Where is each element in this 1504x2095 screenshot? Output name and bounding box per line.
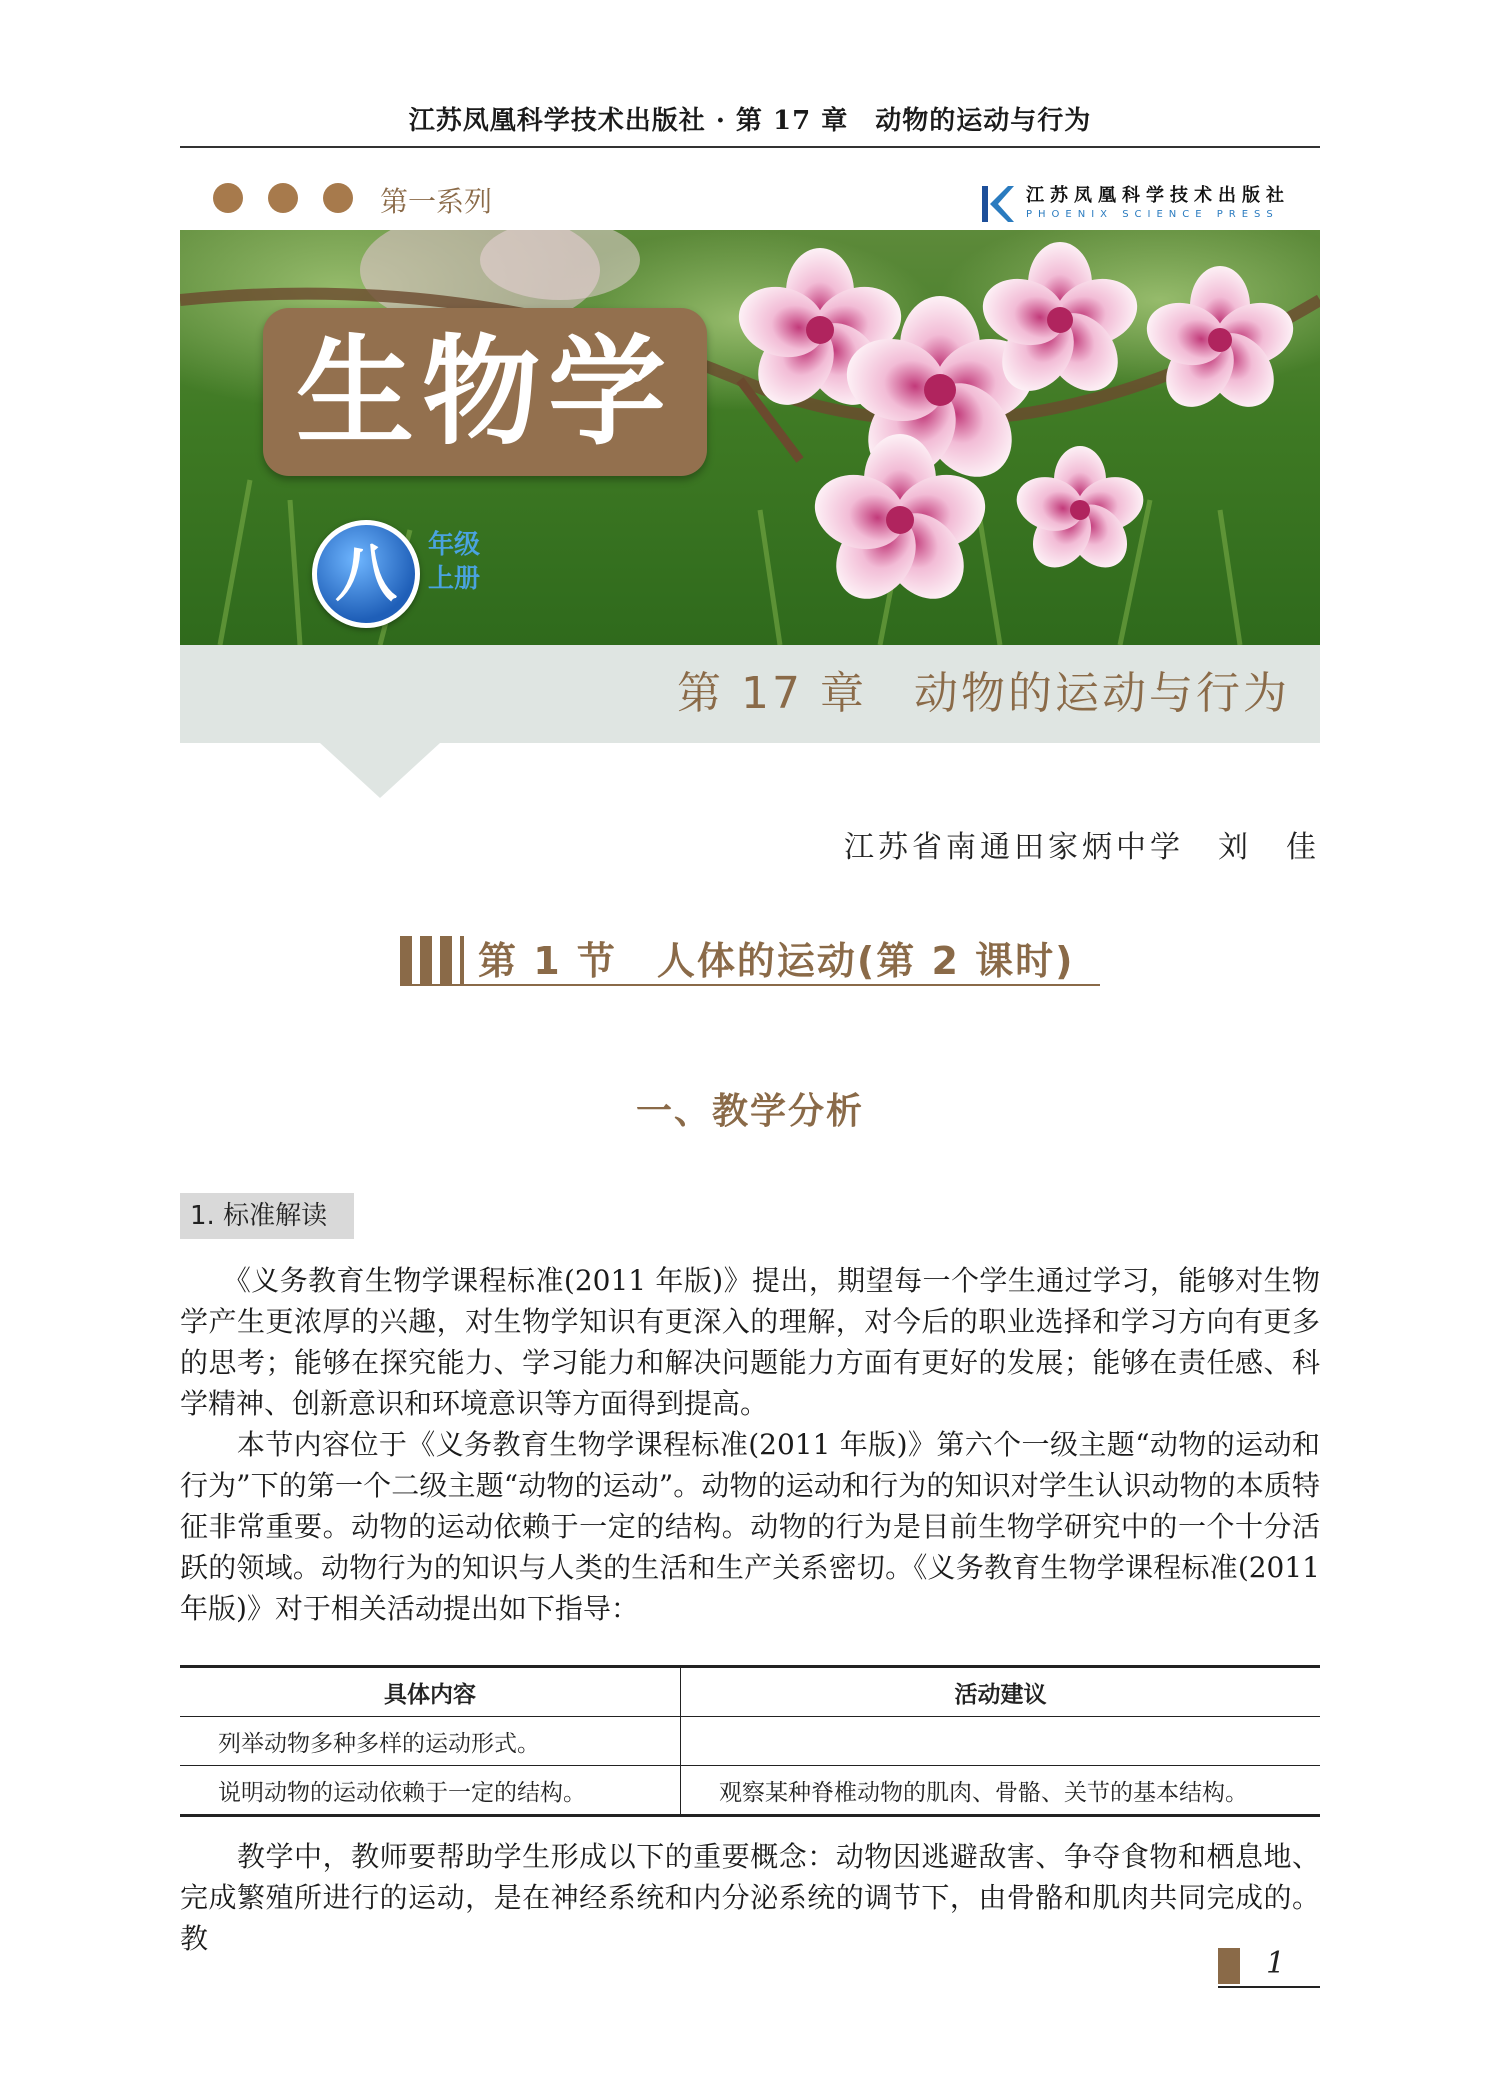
series-dot <box>323 183 353 213</box>
standards-table <box>180 1665 1320 1817</box>
grade-character: 八 <box>334 537 397 610</box>
publisher-name: 江苏凤凰科学技术出版社 <box>1026 185 1290 206</box>
table-row <box>180 1766 1320 1816</box>
header-rule <box>180 146 1320 148</box>
author-line: 江苏省南通田家炳中学 刘 佳 <box>844 830 1320 865</box>
section-underline <box>400 984 1100 986</box>
page-number-marker <box>1218 1948 1240 1984</box>
volume-label: 上册 <box>428 564 481 594</box>
page-number: 1 <box>1266 1946 1286 1981</box>
table-row <box>180 1717 1320 1766</box>
paragraph: 教学中，教师要帮助学生形成以下的重要概念：动物因逃避敌害、争夺食物和栖息地、完成繁殖所进行的运动，是在神经系统和内分泌系统的调节下，由骨骼和肌肉共同完成的。教 <box>180 1840 1320 1955</box>
table-cell: 观察某种脊椎动物的肌肉、骨骼、关节的基本结构。 <box>681 1766 1321 1816</box>
part-heading: 一、教学分析 <box>635 1091 864 1132</box>
section-bar <box>420 936 432 984</box>
table-cell <box>681 1717 1321 1766</box>
publisher-name-en: PHOENIX SCIENCE PRESS <box>1026 209 1279 220</box>
series-label: 第一系列 <box>380 185 493 218</box>
sub-heading: 1. 标准解读 <box>190 1201 328 1231</box>
paragraph: 《义务教育生物学课程标准(2011 年版)》提出，期望每一个学生通过学习，能够对生物学产生更浓厚的兴趣，对生物学知识有更深入的理解，对今后的职业选择和学习方向有更多的思考；能够在探究能力、学习能力和解决问题能力方面有更好的发展；能够在责任感、科学精神、创新意识和环境意识等方面得到提高。 <box>180 1264 1320 1420</box>
table-cell: 说明动物的运动依赖于一定的结构。 <box>180 1766 681 1816</box>
paragraph: 本节内容位于《义务教育生物学课程标准(2011 年版)》第六个一级主题“动物的运动和行为”下的第一个二级主题“动物的运动”。动物的运动和行为的知识对学生认识动物的本质特征非常重要。动物的运动依赖于一定的结构。动物的行为是目前生物学研究中的一个十分活跃的领域。动物行为的知识与人类的生活和生产关系密切。《义务教育生物学课程标准(2011 年版)》对于相关活动提出如下指导： <box>180 1428 1320 1625</box>
section-bar <box>440 936 452 984</box>
running-header: 江苏凤凰科学技术出版社 · 第 17 章 动物的运动与行为 <box>408 106 1092 136</box>
grade-label: 年级 <box>428 530 481 560</box>
book-title: 生物学 <box>295 323 674 461</box>
section-bar <box>400 936 412 984</box>
table-header: 具体内容 <box>180 1667 681 1717</box>
footer-rule <box>1218 1986 1320 1988</box>
section-bar <box>460 936 464 984</box>
table-cell: 列举动物多种多样的运动形式。 <box>180 1717 681 1766</box>
series-dot <box>268 183 298 213</box>
section-title: 第 1 节 人体的运动(第 2 课时) <box>478 939 1075 983</box>
table-header: 活动建议 <box>681 1667 1321 1717</box>
series-dot <box>213 183 243 213</box>
table-header-row <box>180 1667 1320 1717</box>
chapter-band-notch <box>320 743 440 798</box>
chapter-title: 第 17 章 动物的运动与行为 <box>677 668 1290 719</box>
